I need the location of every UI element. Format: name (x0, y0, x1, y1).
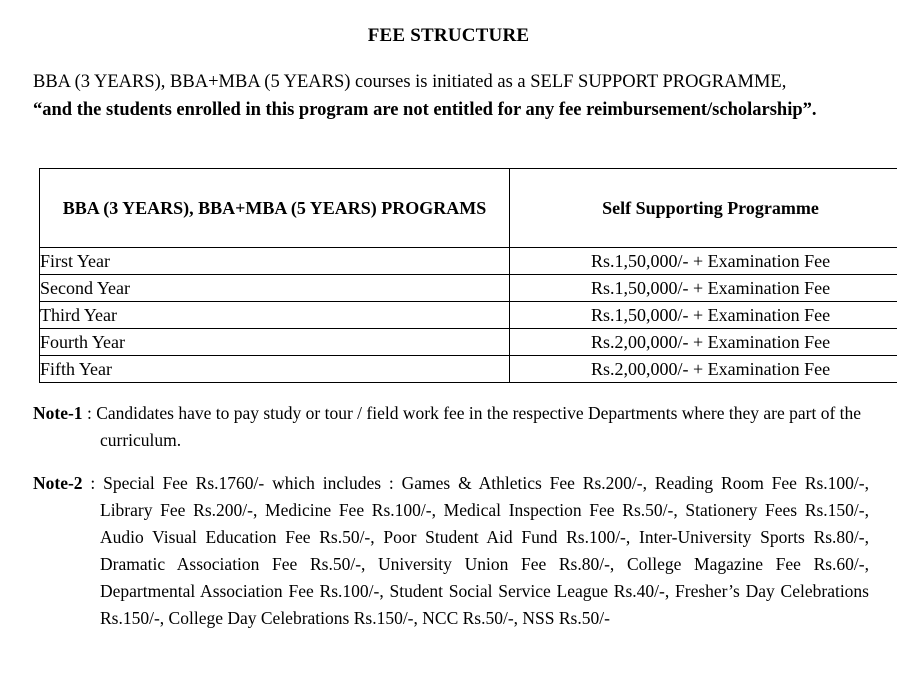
note-1-body (33, 400, 869, 454)
fee-structure-table (39, 168, 897, 383)
note-2-text: Special Fee Rs.1760/- which includes : Games & Athletics Fee Rs.200/-, Reading Room Fee Rs.100/-, Library Fee Rs.200/-, Medicine Fee Rs.100/-, Medical Inspection Fee Rs.50/-, Stationery Fees Rs.150/-, Audio Visual Education Fee Rs.50/-, Poor Student Aid Fund Rs.100/-, Inter-University Sports Rs.80/-, Dramatic Association Fee Rs.50/-, University Union Fee Rs.80/-, College Magazine Fee Rs.60/-, Departmental Association Fee Rs.100/-, Student Social Service League Rs.40/-, Fresher’s Day Celebrations Rs.150/-, College Day Celebrations Rs.150/-, NCC Rs.50/-, NSS Rs.50/- (100, 473, 869, 628)
note-1-text: Candidates have to pay study or tour / field work fee in the respective Departments where they are part of the curriculum. (96, 403, 862, 450)
note-1 (33, 400, 869, 454)
intro-line-bold: “and the students enrolled in this program are not entitled for any fee reimbursement/scholarship”. (33, 100, 817, 120)
table-header-row (40, 169, 897, 248)
note-1-separator: : (82, 403, 97, 423)
column-header-programme-fee: Self Supporting Programme (510, 169, 897, 248)
note-2-separator: : (82, 473, 104, 493)
cell-year: Fifth Year (40, 356, 510, 383)
note-1-label: Note-1 (33, 403, 83, 423)
intro-line-regular: BBA (3 YEARS), BBA+MBA (5 YEARS) courses is initiated as a SELF SUPPORT PROGRAMME, (33, 72, 787, 92)
cell-fee: Rs.1,50,000/- + Examination Fee (510, 248, 897, 275)
table-row (40, 248, 897, 275)
note-2-body (33, 470, 869, 632)
cell-fee: Rs.2,00,000/- + Examination Fee (510, 329, 897, 356)
cell-year: First Year (40, 248, 510, 275)
page-title: FEE STRUCTURE (367, 25, 530, 46)
intro-paragraph (33, 68, 873, 124)
cell-fee: Rs.2,00,000/- + Examination Fee (510, 356, 897, 383)
table-row (40, 275, 897, 302)
column-header-programs: BBA (3 YEARS), BBA+MBA (5 YEARS) PROGRAMS (40, 169, 510, 248)
cell-year: Third Year (40, 302, 510, 329)
table-row (40, 302, 897, 329)
cell-fee: Rs.1,50,000/- + Examination Fee (510, 302, 897, 329)
note-2-label: Note-2 (33, 473, 83, 493)
table-row (40, 356, 897, 383)
cell-fee: Rs.1,50,000/- + Examination Fee (510, 275, 897, 302)
table-row (40, 329, 897, 356)
cell-year: Second Year (40, 275, 510, 302)
note-2 (33, 470, 869, 632)
cell-year: Fourth Year (40, 329, 510, 356)
